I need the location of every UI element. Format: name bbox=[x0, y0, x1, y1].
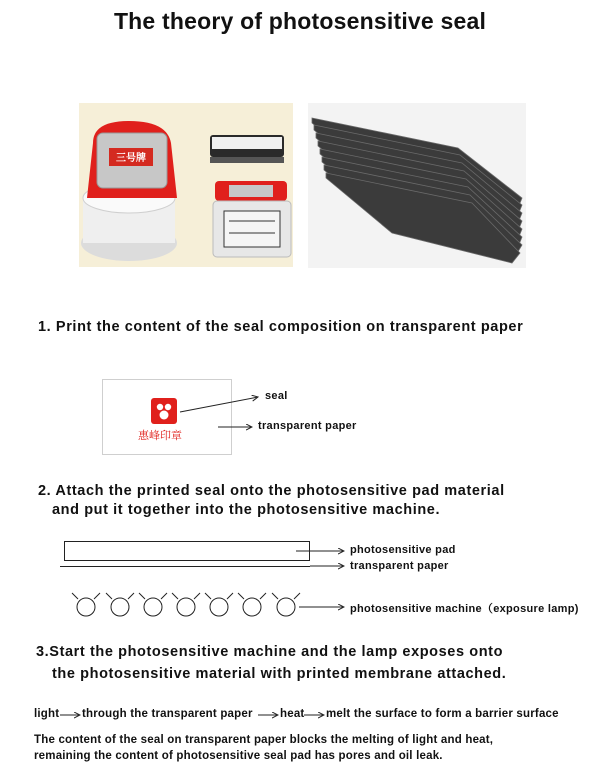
step-3-line-1: 3.Start the photosensitive machine and the lamp exposes onto bbox=[36, 644, 504, 660]
flow-step-through-paper: through the transparent paper bbox=[82, 708, 253, 720]
step-2-line-2: and put it together into the photosensitive machine. bbox=[52, 502, 441, 518]
step-1-text: 1. Print the content of the seal composition on transparent paper bbox=[38, 319, 524, 335]
label-photosensitive-pad: photosensitive pad bbox=[350, 544, 456, 556]
step-3-line-2: the photosensitive material with printed membrane attached. bbox=[52, 666, 507, 682]
conclusion-line-1: The content of the seal on transparent paper blocks the melting of light and heat, bbox=[34, 734, 494, 746]
step-2-line-1: 2. Attach the printed seal onto the photosensitive pad material bbox=[38, 483, 505, 499]
svg-text:三号牌: 三号牌 bbox=[116, 153, 146, 164]
label-exposure-lamp: photosensitive machine（exposure lamp) bbox=[350, 603, 579, 615]
conclusion-line-2: remaining the content of photosensitive seal pad has pores and oil leak. bbox=[34, 750, 443, 762]
flow-step-heat: heat bbox=[280, 708, 305, 720]
flow-step-barrier: melt the surface to form a barrier surface bbox=[326, 708, 559, 720]
label-transparent-paper: transparent paper bbox=[258, 420, 357, 432]
transparent-paper-line bbox=[60, 566, 310, 567]
label-seal: seal bbox=[265, 390, 288, 402]
label-transparent-paper-2: transparent paper bbox=[350, 560, 449, 572]
flow-step-light: light bbox=[34, 708, 60, 720]
seal-brand-text: 惠峰印章 bbox=[138, 429, 182, 442]
photosensitive-pad-bar bbox=[64, 541, 310, 561]
page-title: The theory of photosensitive seal bbox=[113, 8, 487, 34]
